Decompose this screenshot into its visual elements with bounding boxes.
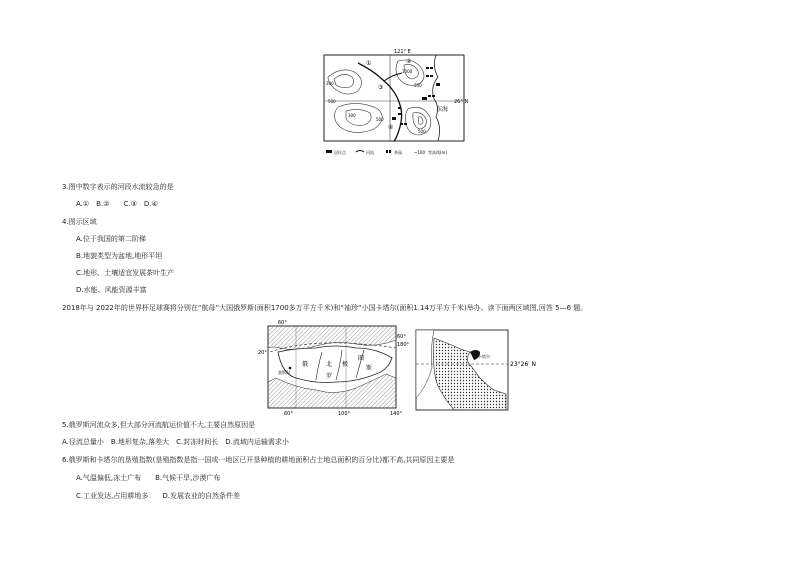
legend-river: 河流 xyxy=(366,150,374,155)
lon-top-60-label: 60° xyxy=(397,334,406,340)
russia-char: 斯 xyxy=(366,365,373,372)
arctic-char: 圈 xyxy=(358,355,365,362)
question-4-option-c: C.地形、土壤适宜发展茶叶生产 xyxy=(76,269,175,277)
river-number: ② xyxy=(406,58,412,65)
contour-label: 200 xyxy=(326,81,334,86)
arctic-char: 北 xyxy=(326,361,333,368)
question-3-stem: 3.图中数字表示的河段水流较急的是 xyxy=(62,183,174,191)
tropic-label: 23°26′ N xyxy=(510,361,537,368)
contour-label: 300 xyxy=(348,113,356,118)
contour-map xyxy=(318,47,478,162)
question-4-option-d: D.水能、风能资源丰富 xyxy=(76,286,147,294)
question-4-option-b: B.地貌类型为盆地,地形平坦 xyxy=(76,252,163,260)
contour-label: 500 xyxy=(376,117,384,122)
lon-100-label: 100° xyxy=(338,411,351,417)
river-number: ① xyxy=(366,60,372,67)
qatar-label: 卡塔尔 xyxy=(478,354,490,359)
legend-contour: 等高线(m) xyxy=(428,150,448,155)
lon-180-label: 180° xyxy=(397,342,410,348)
sea-label: 东海 xyxy=(436,106,449,113)
contour-label: 500 xyxy=(418,129,426,134)
river-number: ④ xyxy=(388,124,394,131)
legend-contour-sample: ~100 xyxy=(414,150,425,155)
qatar-map xyxy=(414,328,554,412)
city-legend-icon xyxy=(326,150,332,153)
lat-20-label: 20° xyxy=(258,350,267,356)
lon-bottom-60-label: 60° xyxy=(284,411,293,417)
russia-char: 罗 xyxy=(326,373,333,380)
tea-legend-icon xyxy=(386,150,391,153)
question-5-options: A.径流总量小 B.地形复杂,落差大 C.封冻时间长 D.流域内运输需求小 xyxy=(62,438,289,446)
contour-label: 500 xyxy=(414,83,422,88)
lon-140-label: 140° xyxy=(390,411,403,417)
legend-tea: 茶园 xyxy=(394,150,402,155)
question-6-stem: 6.俄罗斯和卡塔尔的垦殖指数(垦殖指数是指一国或一地区已开垦种植的耕地面积占土地总面积的百分比)都不高,共同原因主要是 xyxy=(62,456,455,464)
lat-60-label: 60° xyxy=(278,320,287,326)
russia-char: 俄 xyxy=(302,361,309,368)
passage-intro: 2018年与 2022年的世界杯足球赛将分别在“航母”大国俄罗斯(面积1700多万平方千米)和“袖珍”小国卡塔尔(面积1.14万平方千米)举办。读下面两区域图,回答 5—6 题。 xyxy=(62,304,588,312)
river-number: ③ xyxy=(378,84,384,91)
river-legend-icon xyxy=(356,151,364,153)
contour-label: 500 xyxy=(328,99,336,104)
legend-city: 居民点 xyxy=(334,150,346,155)
question-4-option-a: A.位于我国的第二阶梯 xyxy=(76,235,146,243)
lat-label: 26° N xyxy=(454,99,469,105)
question-5-stem: 5.俄罗斯河流众多,但大部分河流航运价值不大,主要自然原因是 xyxy=(62,421,256,429)
lon-label: 121° E xyxy=(394,49,411,55)
question-6-options-row1: A.气温偏低,冻土广布 B.气候干旱,沙漠广布 xyxy=(76,474,221,482)
question-4-stem: 4.图示区域 xyxy=(62,218,97,226)
arctic-char: 极 xyxy=(342,361,349,368)
question-6-options-row2: C.工业发达,占用耕地多 D.发展农业的自然条件差 xyxy=(76,492,240,500)
russia-map xyxy=(256,318,416,418)
contour-label: 1000 xyxy=(402,69,413,74)
moscow-label: 莫斯科 xyxy=(278,370,290,375)
question-3-options: A.① B.② C.③ D.④ xyxy=(76,200,158,208)
